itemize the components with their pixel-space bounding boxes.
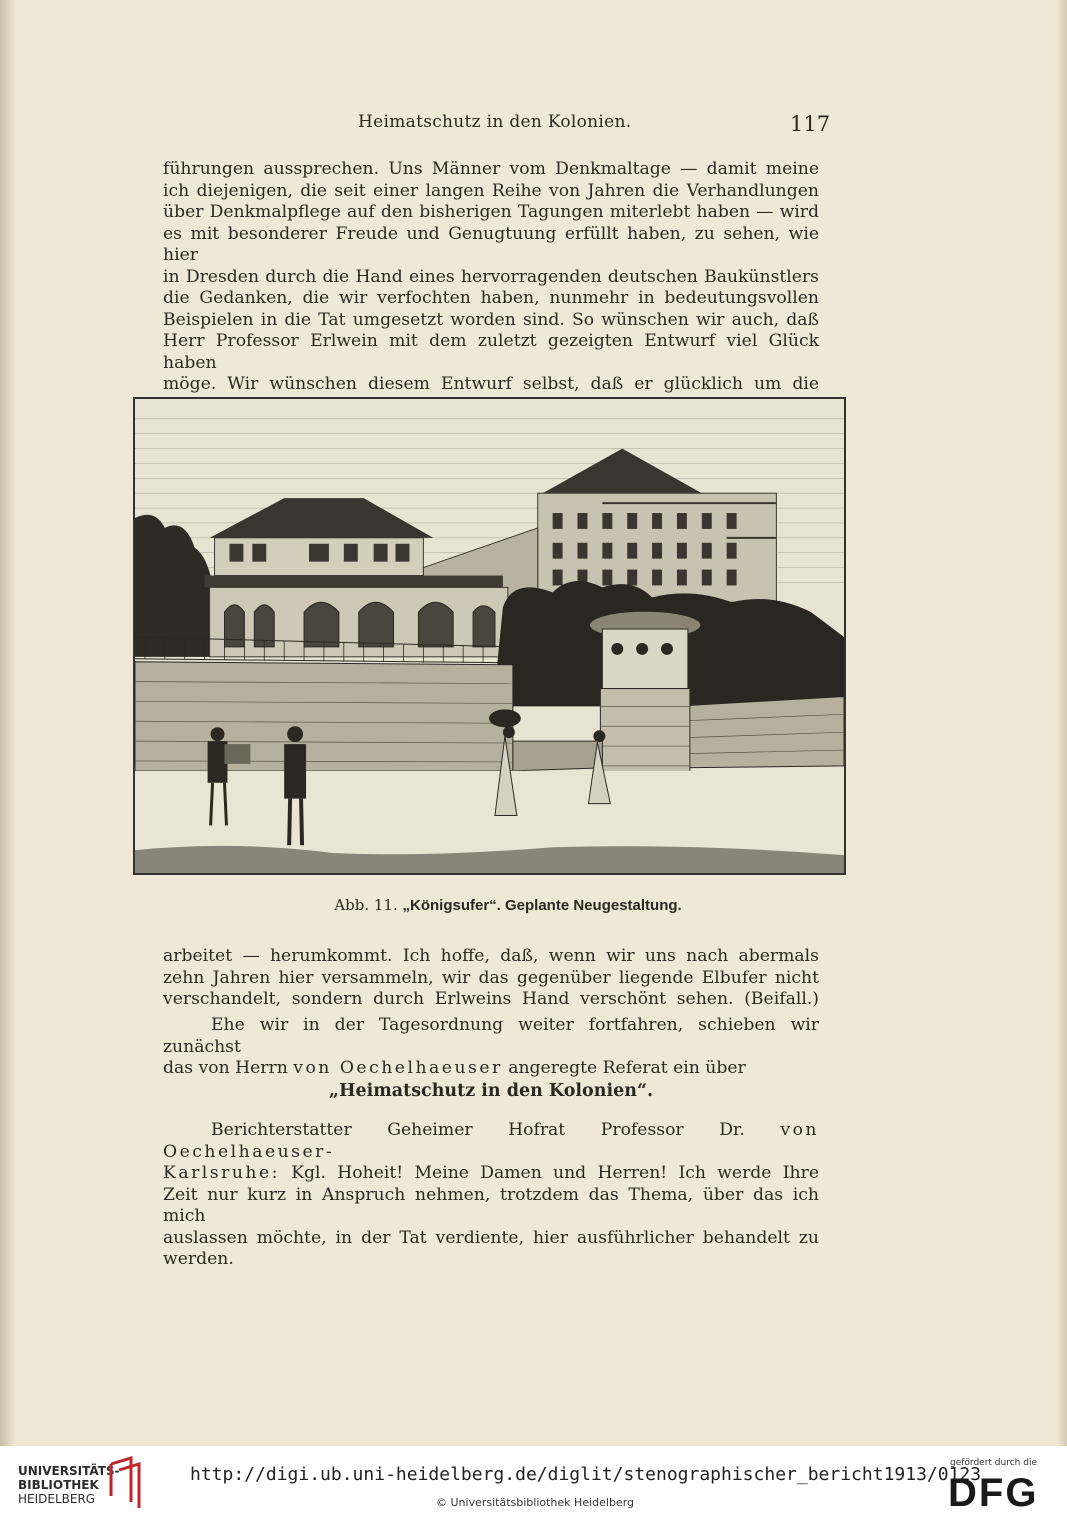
- spaced-name: von Oechelhaeuser-: [163, 1120, 819, 1162]
- caption-label: Abb. 11.: [334, 896, 398, 914]
- text-line: verschandelt, sondern durch Erlweins Hand verschönt sehen. (Beifall.): [163, 989, 819, 1009]
- text-run: Berichterstatter Geheimer Hofrat Professor Dr.: [211, 1120, 781, 1140]
- text-line: zehn Jahren hier versammeln, wir das gegenüber liegende Elbufer nicht: [163, 967, 819, 988]
- paragraph-4: [163, 1120, 819, 1271]
- kiosk-tower: [589, 611, 700, 780]
- text-line: in Dresden durch die Hand eines hervorragenden deutschen Baukünstlers: [163, 266, 819, 287]
- caption-text: „Königsufer“. Geplante Neugestaltung.: [402, 897, 682, 914]
- text-line: werden.: [163, 1249, 234, 1269]
- text-line: [163, 1058, 819, 1080]
- paragraph-2: [163, 946, 819, 1011]
- text-line: es mit besonderer Freude und Genugtuung erfüllt haben, zu sehen, wie hier: [163, 223, 819, 265]
- spaced-name: Karlsruhe:: [163, 1163, 280, 1183]
- library-name-line: HEIDELBERG: [18, 1492, 96, 1506]
- text-run: angeregte Referat ein über: [502, 1058, 746, 1078]
- figure-illustration: [133, 397, 846, 875]
- text-line: [163, 1163, 819, 1185]
- funding-label: gefördert durch die: [950, 1458, 1037, 1468]
- dfg-logo[interactable]: DFG: [948, 1471, 1039, 1515]
- text-line: die Gedanken, die wir verfochten haben, nunmehr in bedeutungsvollen: [163, 288, 819, 308]
- library-name-line: UNIVERSITÄTS-: [18, 1464, 120, 1478]
- page-number: 117: [790, 112, 831, 136]
- text-line: auslassen möchte, in der Tat verdiente, hier ausführlicher behandelt zu: [163, 1227, 819, 1248]
- library-name-line: BIBLIOTHEK: [18, 1478, 99, 1492]
- text-line: Beispielen in die Tat umgesetzt worden sind. So wünschen wir auch, daß: [163, 309, 819, 330]
- text-line: über Denkmalpflege auf den bisherigen Tagungen miterlebt haben — wird: [163, 202, 819, 222]
- permalink-url[interactable]: http://digi.ub.uni-heidelberg.de/diglit/stenographischer_bericht1913/0123: [190, 1464, 982, 1485]
- text-line: Herr Professor Erlwein mit dem zuletzt gezeigten Entwurf viel Glück haben: [163, 331, 819, 373]
- page-gutter-shadow: [0, 0, 16, 1446]
- text-run: das von Herrn: [163, 1058, 294, 1078]
- figure-caption: [163, 896, 853, 914]
- viewer-footer: [0, 1446, 1067, 1522]
- paragraph-3: [163, 1015, 819, 1080]
- steps: [513, 741, 602, 771]
- text-line: Ehe wir in der Tagesordnung weiter fortfahren, schieben wir zunächst: [163, 1015, 819, 1057]
- running-title: Heimatschutz in den Kolonien.: [358, 112, 632, 132]
- text-line: möge. Wir wünschen diesem Entwurf selbst, daß er glücklich um die: [163, 374, 819, 394]
- text-line: Zeit nur kurz in Anspruch nehmen, trotzdem das Thema, über das ich mich: [163, 1184, 819, 1226]
- spaced-name: von Oechelhaeuser: [293, 1058, 503, 1078]
- copyright-notice: © Universitätsbibliothek Heidelberg: [436, 1496, 635, 1509]
- text-run: Kgl. Hoheit! Meine Damen und Herren! Ich werde Ihre: [279, 1163, 819, 1183]
- section-heading: „Heimatschutz in den Kolonien“.: [328, 1081, 654, 1101]
- text-line: führungen aussprechen. Uns Männer vom Denkmaltage — damit meine: [163, 159, 819, 179]
- text-line: ich diejenigen, die seit einer langen Reihe von Jahren die Verhandlungen: [163, 180, 819, 201]
- koenigsufer-drawing: [135, 399, 844, 873]
- text-line: arbeitet — herumkommt. Ich hoffe, daß, wenn wir uns nach abermals: [163, 946, 819, 966]
- text-line: [163, 1120, 819, 1163]
- page-edge: [1057, 0, 1067, 1446]
- library-emblem-icon: [105, 1456, 149, 1510]
